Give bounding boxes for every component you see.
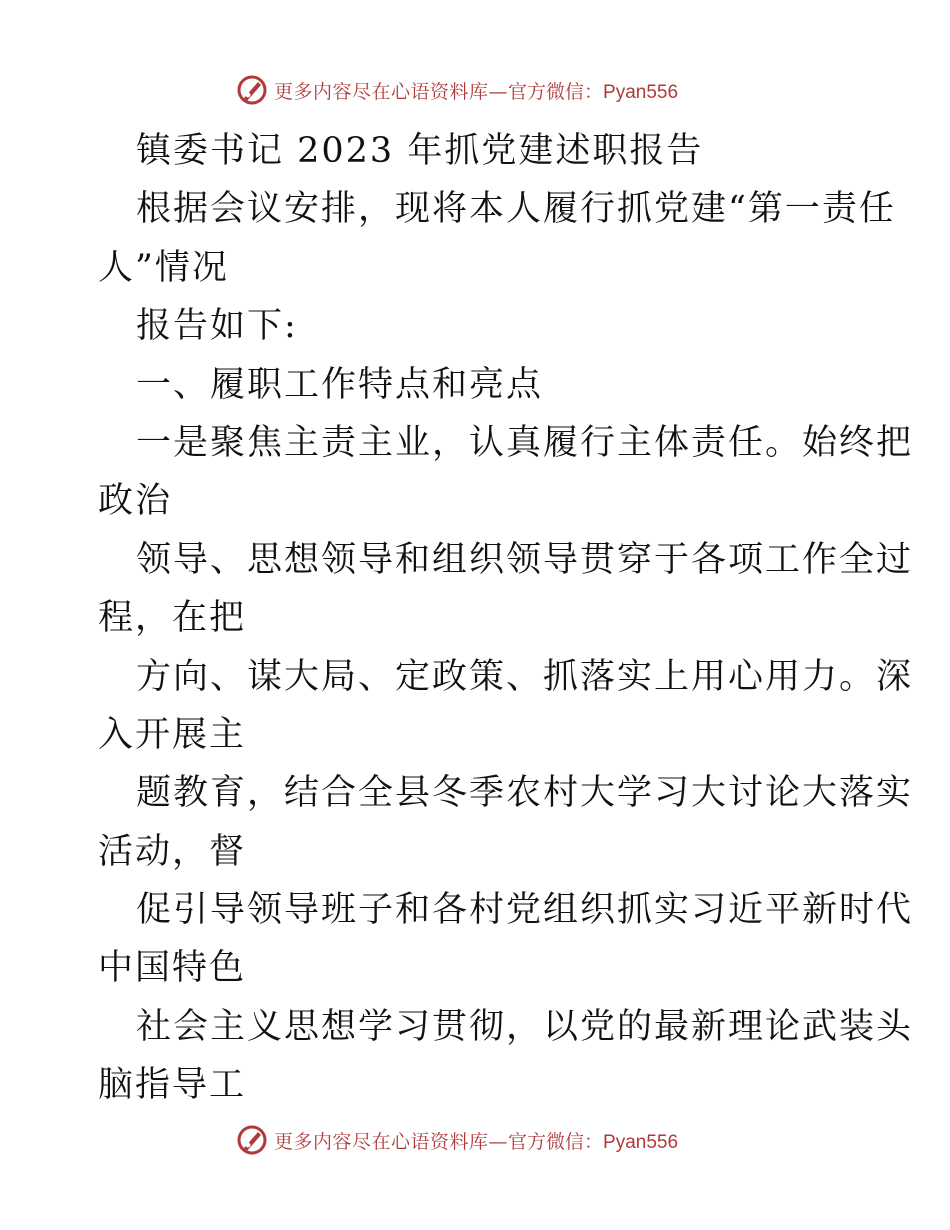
text-line: 促引导领导班子和各村党组织抓实习近平新时代	[136, 890, 914, 931]
watermark-brand: 更多内容尽在心语资料库—	[274, 80, 509, 103]
text-line: 报告如下:	[136, 306, 298, 347]
text-line: 方向、谋大局、定政策、抓落实上用心用力。深	[136, 656, 914, 697]
header-watermark	[236, 72, 716, 108]
text-line: 领导、思想领导和组织领导贯穿于各项工作全过	[136, 539, 914, 580]
footer-watermark	[236, 1122, 716, 1158]
pen-seal-icon	[236, 74, 268, 106]
text-line: 程，在把	[98, 598, 247, 639]
pen-seal-icon	[236, 1124, 268, 1156]
section-heading: 一、履职工作特点和亮点	[136, 364, 544, 405]
watermark-wechat: 官方微信：Pyan556	[508, 1131, 679, 1153]
document-body	[98, 122, 914, 1115]
text-line: 中国特色	[98, 948, 247, 989]
document-title: 镇委书记 2023 年抓党建述职报告	[136, 131, 704, 171]
text-line: 脑指导工	[98, 1065, 247, 1106]
text-line: 政治	[98, 481, 173, 522]
watermark-wechat: 官方微信：Pyan556	[508, 81, 679, 103]
watermark-brand: 更多内容尽在心语资料库—	[274, 1130, 509, 1153]
text-line: 一是聚焦主责主业，认真履行主体责任。始终把	[136, 422, 914, 463]
text-line: 社会主义思想学习贯彻，以党的最新理论武装头	[136, 1006, 914, 1047]
text-line: 入开展主	[98, 714, 247, 755]
text-line: 题教育，结合全县冬季农村大学习大讨论大落实	[136, 773, 914, 814]
text-line: 活动，督	[98, 831, 247, 872]
text-line: 根据会议安排，现将本人履行抓党建“第一责任	[136, 189, 896, 230]
text-line: 人”情况	[98, 247, 229, 288]
